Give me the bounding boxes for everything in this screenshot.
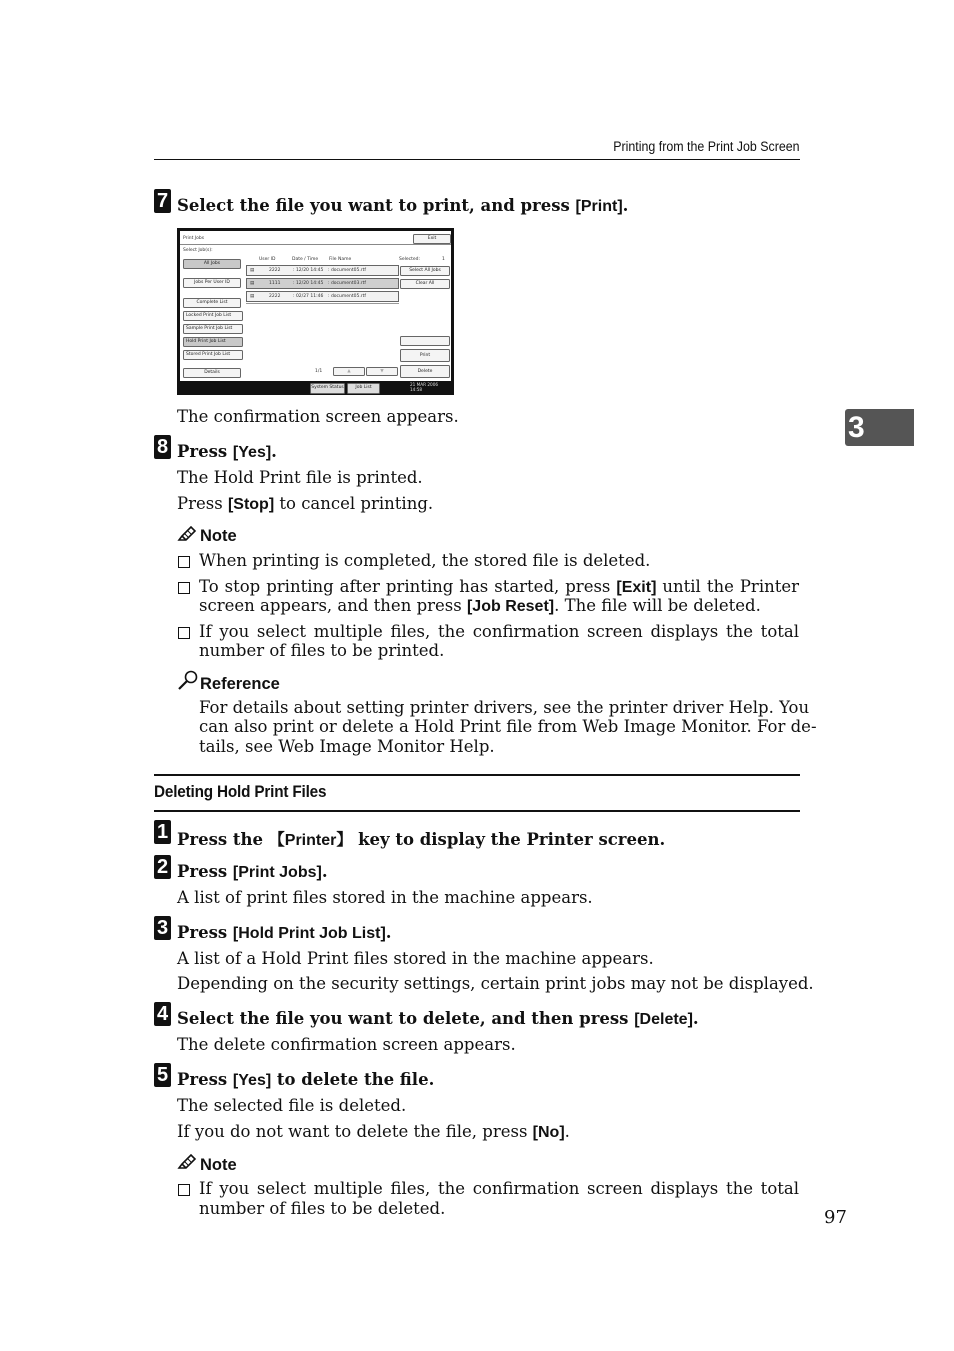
step-heading-text: Press <box>177 862 233 881</box>
key-label: [Job Reset] <box>466 598 555 615</box>
jobs-per-user-button[interactable]: Jobs Per User ID <box>183 278 241 288</box>
step-body: The selected file is deleted. <box>177 1096 407 1115</box>
selected-count: 1 <box>442 257 445 262</box>
step-heading-text: . <box>622 196 629 215</box>
reference-title: Reference <box>200 675 280 693</box>
col-date-time: Date / Time <box>292 257 319 262</box>
step-heading-text: . <box>692 1009 699 1028</box>
key-label: [Print] <box>575 198 623 215</box>
reference-magnifier-icon <box>177 670 199 690</box>
step-heading <box>177 827 665 850</box>
panel-title: Print Jobs <box>183 236 205 241</box>
step-body: The Hold Print file is printed. <box>177 468 423 487</box>
row-file: : document05.rtf <box>328 268 367 273</box>
all-jobs-button[interactable]: All Jobs <box>183 259 241 269</box>
step-number: 3 <box>154 916 171 940</box>
step-body: A list of print files stored in the machine appears. <box>177 888 593 907</box>
key-label: [Hold Print Job List] <box>232 925 386 942</box>
print-button[interactable]: Print <box>400 349 450 362</box>
step-heading <box>177 196 628 216</box>
key-label: [Exit] <box>616 579 657 596</box>
note-pencil-icon <box>177 526 197 542</box>
section-title: Deleting Hold Print Files <box>154 782 327 801</box>
step-body: A list of a Hold Print files stored in the machine appears. <box>177 949 654 968</box>
step-number: 4 <box>154 1002 171 1026</box>
body-text: screen appears, and then press <box>199 596 467 615</box>
step-heading-text: Press <box>177 1070 233 1089</box>
note-item: If you select multiple files, the confirmation screen displays the total <box>199 1179 799 1198</box>
step-heading-text: Select the file you want to delete, and then press <box>177 1009 635 1028</box>
divider <box>180 244 451 245</box>
step-number: 8 <box>154 435 171 459</box>
key-label: 【Printer】 <box>268 832 353 849</box>
step-heading-text: . <box>321 862 328 881</box>
file-icon: ▤ <box>250 268 255 273</box>
col-user-id: User ID <box>259 257 276 262</box>
step-heading <box>177 1009 699 1029</box>
step-number: 5 <box>154 1063 171 1087</box>
step-heading <box>177 923 392 943</box>
table-row[interactable] <box>246 291 399 302</box>
file-icon: ▤ <box>250 281 255 286</box>
key-label: [Stop] <box>227 496 275 513</box>
checkbox-icon <box>178 556 190 568</box>
note-title: Note <box>200 1156 237 1174</box>
step-body <box>177 494 433 514</box>
checkbox-icon <box>178 582 190 594</box>
disabled-button <box>400 336 450 346</box>
row-user: 1111 <box>269 281 281 286</box>
row-file: : document03.rtf <box>328 281 367 286</box>
step-number: 1 <box>154 820 171 844</box>
section-rule-top <box>154 774 800 776</box>
note-item: When printing is completed, the stored file is deleted. <box>199 551 651 570</box>
note-title: Note <box>200 527 237 545</box>
key-label: [Delete] <box>634 1011 693 1028</box>
file-icon: ▤ <box>250 294 255 299</box>
header-rule <box>154 159 800 160</box>
step-number: 7 <box>154 189 171 213</box>
step-heading-text: Press the <box>177 830 269 849</box>
row-date: : 12/20 14:45 <box>293 268 324 273</box>
step-heading-text: . <box>271 442 277 461</box>
row-user: 2222 <box>269 294 281 299</box>
body-text: . <box>564 1122 570 1141</box>
clock: 21 MAR 2006 14:58 <box>410 382 439 392</box>
step-heading-text: to delete the file. <box>271 1070 435 1089</box>
note-item: If you select multiple files, the confirmation screen displays the total <box>199 622 799 641</box>
note-pencil-icon <box>177 1154 197 1170</box>
locked-print-list-button[interactable]: Locked Print Job List <box>183 311 243 321</box>
table-row[interactable] <box>246 278 399 289</box>
step-body <box>177 1122 570 1142</box>
delete-button[interactable]: Delete <box>400 365 450 378</box>
key-label: [Yes] <box>232 444 272 461</box>
step-heading <box>177 1070 434 1090</box>
step-body: Depending on the security settings, certain print jobs may not be displayed. <box>177 974 814 993</box>
step-heading <box>177 442 277 462</box>
panel-screenshot <box>177 228 454 395</box>
job-list-tab[interactable]: Job List <box>347 383 380 394</box>
selected-label: Selected: <box>399 257 421 262</box>
clear-all-button[interactable]: Clear All <box>400 279 450 289</box>
chapter-tab: 3 <box>845 409 914 446</box>
sample-print-list-button[interactable]: Sample Print Job List <box>183 324 243 334</box>
hold-print-list-button[interactable]: Hold Print Job List <box>183 337 243 347</box>
row-file: : document05.rtf <box>328 294 367 299</box>
reference-text: For details about setting printer drivers, see the printer driver Help. You <box>199 698 810 717</box>
body-text: . The file will be deleted. <box>554 596 761 615</box>
row-user: 2222 <box>269 268 281 273</box>
running-header: Printing from the Print Job Screen <box>613 139 800 154</box>
body-text: Press <box>177 494 228 513</box>
reference-text: can also print or delete a Hold Print file from Web Image Monitor. For de- <box>199 717 817 736</box>
pager: 1/1 <box>315 369 323 374</box>
checkbox-icon <box>178 627 190 639</box>
step-heading <box>177 862 328 882</box>
panel-screen <box>180 231 451 381</box>
table-rule <box>246 303 399 304</box>
note-item: number of files to be printed. <box>199 641 445 660</box>
step-heading-text: . <box>385 923 392 942</box>
step-heading-text: Select the file you want to print, and press <box>177 196 576 215</box>
stored-print-list-button[interactable]: Stored Print Job List <box>183 350 243 360</box>
key-label: [No] <box>532 1124 565 1141</box>
page-number: 97 <box>824 1207 847 1228</box>
step-result: The confirmation screen appears. <box>177 407 459 426</box>
step-heading-text: Press <box>177 442 233 461</box>
select-jobs-label: Select Job(s): <box>183 248 213 253</box>
body-text: To stop printing after printing has started, press <box>199 577 611 596</box>
reference-text: tails, see Web Image Monitor Help. <box>199 737 495 756</box>
col-file-name: File Name <box>329 257 352 262</box>
next-button[interactable]: ▼ <box>366 367 398 376</box>
body-text: If you do not want to delete the file, press <box>177 1122 533 1141</box>
step-heading-text: Press <box>177 923 233 942</box>
checkbox-icon <box>178 1184 190 1196</box>
exit-button[interactable]: Exit <box>413 234 451 244</box>
details-button[interactable]: Details <box>183 368 241 378</box>
step-body: The delete confirmation screen appears. <box>177 1035 516 1054</box>
row-date: : 12/20 14:45 <box>293 281 324 286</box>
row-date: : 02/27 11:46 <box>293 294 324 299</box>
note-item <box>199 596 761 616</box>
step-heading-text: key to display the Printer screen. <box>352 830 666 849</box>
key-label: [Print Jobs] <box>232 864 322 881</box>
system-status-tab[interactable]: System Status <box>310 383 345 394</box>
note-item: number of files to be deleted. <box>199 1199 446 1218</box>
previous-button[interactable]: ▲ <box>333 367 365 376</box>
body-text: to cancel printing. <box>274 494 434 513</box>
key-label: [Yes] <box>232 1072 272 1089</box>
select-all-jobs-button[interactable]: Select All Jobs <box>400 266 450 276</box>
body-text: until the Printer <box>662 577 799 596</box>
note-item <box>199 577 799 597</box>
table-row[interactable] <box>246 265 399 276</box>
section-rule-bottom <box>154 810 800 812</box>
complete-list-button[interactable]: Complete List <box>183 298 241 308</box>
step-number: 2 <box>154 855 171 879</box>
